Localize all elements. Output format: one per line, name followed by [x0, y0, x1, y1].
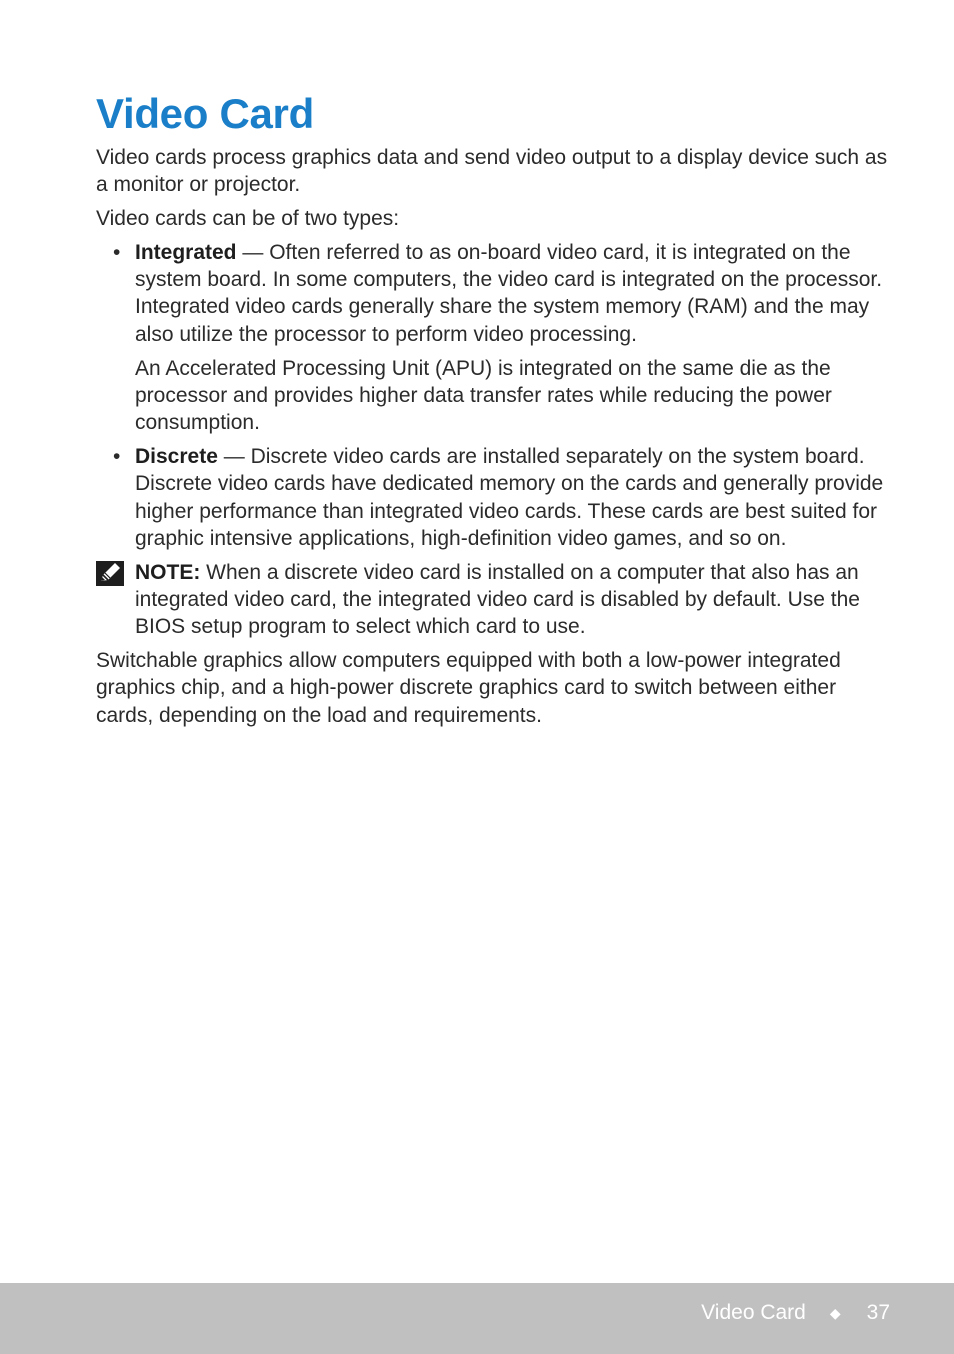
note-label: NOTE:	[135, 560, 201, 584]
pencil-note-icon	[96, 561, 124, 586]
types-intro-paragraph: Video cards can be of two types:	[96, 207, 400, 231]
bullet-paragraph	[135, 443, 896, 552]
intro-paragraph: Video cards process graphics data and send video output to a display device such as a monitor or projector.	[96, 146, 888, 197]
bullet-paragraph	[135, 239, 896, 348]
term-integrated: Integrated	[135, 240, 237, 264]
page-title: Video Card	[96, 90, 314, 137]
apu-paragraph: An Accelerated Processing Unit (APU) is integrated on the same die as the processor and provides higher data transfer rates while reducing the power consumption.	[135, 356, 832, 435]
bullet-icon: •	[113, 240, 121, 264]
bullet-text: Discrete video cards are installed separately on the system board. Discrete video cards have dedicated memory on the cards and generally provide higher performance than integrated video cards. These cards are best suited for graphic intensive applications, high-definition video games, and so on.	[135, 444, 884, 550]
footer	[701, 1297, 890, 1329]
note-block	[96, 559, 896, 641]
bullet-text: Often referred to as on-board video card, it is integrated on the system board. In some computers, the video card is integrated on the processor. Integrated video cards generally share the system memory (RAM) and the may also utilize the processor to perform video processing.	[135, 240, 883, 346]
page-content	[96, 144, 896, 735]
note-text: When a discrete video card is installed on a computer that also has an integrated video card, the integrated video card is disabled by default. Use the BIOS setup program to select which card to use.	[135, 560, 860, 639]
list-item-discrete	[96, 443, 896, 552]
term-separator: —	[217, 444, 251, 468]
closing-paragraph: Switchable graphics allow computers equipped with both a low-power integrated graphics chip, and a high-power discrete graphics card to switch between either cards, depending on the load and requirements.	[96, 649, 841, 727]
term-separator: —	[236, 240, 270, 264]
list-item-integrated	[96, 239, 896, 437]
page-number: 37	[866, 1301, 890, 1324]
term-discrete: Discrete	[135, 444, 218, 468]
bullet-icon: •	[113, 444, 121, 468]
video-card-types-list	[96, 239, 896, 552]
diamond-icon: ◆	[829, 1305, 841, 1321]
footer-section-title: Video Card	[701, 1301, 806, 1324]
